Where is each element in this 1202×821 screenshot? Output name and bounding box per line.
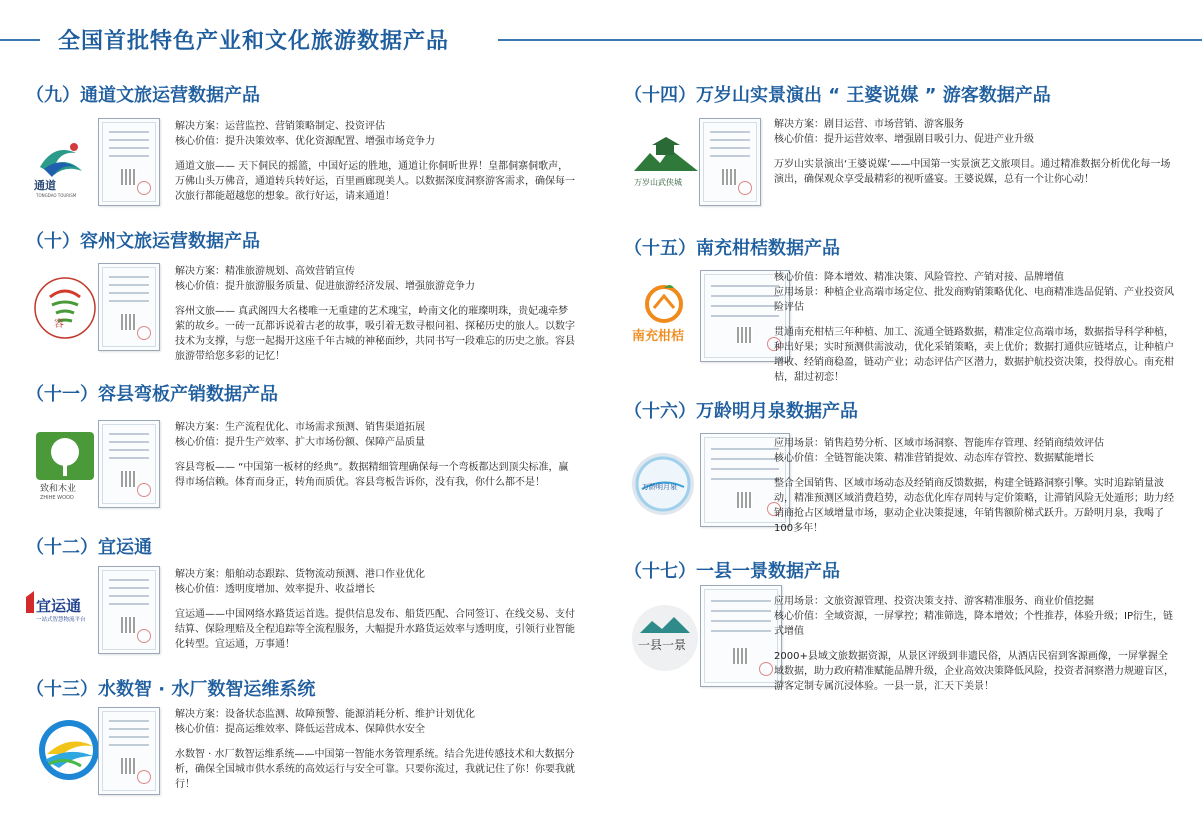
value-line: 核心价值：提升生产效率、扩大市场份额、保障产品质量 <box>175 437 425 448</box>
svg-text:容: 容 <box>54 319 64 330</box>
value-line: 核心价值：全链智能决策、精准营销提效、动态库存管控、数据赋能增长 <box>774 453 1094 464</box>
certificate-thumbnail <box>98 707 160 795</box>
wansuishan-logo <box>630 131 702 191</box>
description: 容县弯板—— “中国第一板材的经典”。数据精细管理确保每一个弯板都达到顶尖标准，赢得市场信赖。体育而身正，转角而质优。容县弯板告诉你，没有我，你什么都不是！ <box>175 462 569 488</box>
value-line: 核心价值：降本增效、精准决策、风险管控、产销对接、品牌增值 <box>774 272 1064 283</box>
section-heading: （十七）一县一景数据产品 <box>624 561 840 582</box>
yixian-yijing-logo <box>630 603 700 673</box>
scenario-line: 应用场景：种植企业高端市场定位、批发商购销策略优化、电商精准选品促销、产业投资风险评估 <box>774 287 1174 313</box>
description: 容州文旅—— 真武阁四大名楼唯一无重建的艺术瑰宝，岭南文化的璀璨明珠，贵妃魂牵梦萦的故乡。一砖一瓦都诉说着古老的故事，吸引着无数寻根问祖、探秘历史的旅人。以数字技术为支撑，与您一起揭开这座千年古城的神秘面纱，共同书写一段难忘的历史之旅。容县旅游带给您多彩的记忆！ <box>175 306 575 362</box>
section-heading: （十）容州文旅运营数据产品 <box>26 231 260 252</box>
section-text <box>175 264 575 364</box>
section-wanling-mingyuequan <box>624 397 1194 537</box>
certificate-thumbnail <box>699 118 761 206</box>
svg-text:TONGDAO TOURISM: TONGDAO TOURISM <box>36 193 77 198</box>
svg-text:通道: 通道 <box>34 179 56 192</box>
section-text <box>774 117 1174 187</box>
section-tongdao <box>26 81 586 221</box>
section-heading: （九）通道文旅运营数据产品 <box>26 85 260 106</box>
description: 通道文旅—— 天下侗民的摇篮，中国好运的胜地，通道让你侗昕世界！皇都侗寨侗歌声，万佛山头万佛音，通道转兵转好运，百里画廊现美人。以数据深度洞察游客需求，确保每一次旅行都能超越您的想象。欲行好运，请来通道！ <box>175 161 575 202</box>
certificate-thumbnail <box>98 420 160 508</box>
svg-text:ZHIHE WOOD: ZHIHE WOOD <box>40 495 74 500</box>
value-line: 核心价值：提升旅游服务质量、促进旅游经济发展、增强旅游竞争力 <box>175 281 475 292</box>
section-text <box>774 436 1174 536</box>
certificate-thumbnail <box>98 118 160 206</box>
page-title-bar <box>0 22 1202 58</box>
section-yixian-yijing <box>624 557 1194 697</box>
solution-line: 解决方案：设备状态监测、故障预警、能源消耗分析、维护计划优化 <box>175 709 475 720</box>
scenario-line: 应用场景：文旅资源管理、投资决策支持、游客精准服务、商业价值挖掘 <box>774 596 1094 607</box>
section-text <box>175 567 575 652</box>
value-line: 核心价值：全域资源，一屏掌控；精准筛选，降本增效；个性推荐，体验升级；IP衍生，链式增值 <box>774 611 1173 637</box>
tongdao-logo <box>30 129 96 199</box>
title-rule-right <box>498 39 1202 41</box>
section-text <box>175 119 575 204</box>
description: 宜运通——中国网络水路货运首选。提供信息发布、船货匹配、合同签订、在线交易、支付结算、保险理赔及全程追踪等全流程服务，大幅提升水路货运效率与透明度，引领行业智能化转型。宜运通，万事通！ <box>175 609 575 650</box>
svg-text:一县一景: 一县一景 <box>638 638 687 652</box>
description: 2000+县域文旅数据资源，从景区评级到非遗民俗，从酒店民宿到客源画像，一屏掌握全域数据，助力政府精准赋能品牌升级，企业高效决策降低风险，投资者洞察潜力规避盲区，游客定制专属沉浸体验。一县一景，汇天下美景！ <box>774 651 1174 692</box>
section-heading: （十六）万龄明月泉数据产品 <box>624 401 858 422</box>
zhihe-wood-logo <box>34 430 96 500</box>
solution-line: 解决方案：精准旅游规划、高效营销宣传 <box>175 266 355 277</box>
wanling-logo <box>630 451 696 517</box>
section-wangpo-shuomei <box>624 81 1194 211</box>
solution-line: 解决方案：运营监控、营销策略制定、投资评估 <box>175 121 385 132</box>
certificate-thumbnail <box>98 566 160 654</box>
solution-line: 解决方案：船舶动态跟踪、货物流动预测、港口作业优化 <box>175 569 425 580</box>
value-line: 核心价值：透明度增加、效率提升、收益增长 <box>175 584 375 595</box>
value-line: 核心价值：提升运营效率、增强剧目吸引力、促进产业升级 <box>774 134 1034 145</box>
section-text <box>774 270 1174 385</box>
section-heading: （十五）南充柑桔数据产品 <box>624 238 840 259</box>
section-text <box>175 707 575 792</box>
section-text <box>774 594 1174 694</box>
description: 万岁山实景演出‘王婆说媒’——中国第一实景演艺文旅项目。通过精准数据分析优化每一场演出，确保观众享受最精彩的视听盛宴。王婆说媒，总有一个让你心动！ <box>774 159 1171 185</box>
certificate-thumbnail <box>98 263 160 351</box>
page-title: 全国首批特色产业和文化旅游数据产品 <box>58 29 450 54</box>
svg-text:万岁山武侠城: 万岁山武侠城 <box>634 178 682 187</box>
section-yiyuntong <box>26 533 586 663</box>
title-rule-left <box>0 39 40 41</box>
solution-line: 解决方案：剧目运营、市场营销、游客服务 <box>774 119 964 130</box>
section-text <box>175 420 575 490</box>
nanchong-ganju-logo <box>630 282 702 346</box>
section-heading: （十四）万岁山实景演出 “ 王婆说媒 ” 游客数据产品 <box>624 85 1051 106</box>
section-shuishuzhi <box>26 675 586 815</box>
svg-text:万龄明月泉: 万龄明月泉 <box>642 483 677 491</box>
yiyuntong-logo <box>24 583 100 633</box>
description: 水数智 · 水厂数智运维系统——中国第一智能水务管理系统。结合先进传感技术和大数据分析，确保全国城市供水系统的高效运行与安全可靠。只要你流过，我就记住了你！你要我就行！ <box>175 749 575 790</box>
svg-text:致和木业: 致和木业 <box>40 484 77 494</box>
section-heading: （十二）宜运通 <box>26 537 152 558</box>
section-heading: （十一）容县弯板产销数据产品 <box>26 384 278 405</box>
section-rongxian-wanban <box>26 380 586 520</box>
svg-text:一站式智慧物流平台: 一站式智慧物流平台 <box>36 617 86 623</box>
value-line: 核心价值：提高运维效率、降低运营成本、保障供水安全 <box>175 724 425 735</box>
description: 贯通南充柑桔三年种植、加工、流通全链路数据，精准定位高端市场，数据指导科学种植，种出好果；实时预测供需波动，优化采销策略，卖上优价；数据打通供应链堵点，让种植户增收、经销商稳盈，链动产业；动态评估产区潜力，数据护航投资决策，投得放心。南充柑桔，甜过初恋！ <box>774 327 1174 383</box>
scenario-line: 应用场景：销售趋势分析、区域市场洞察、智能库存管理、经销商绩效评估 <box>774 438 1104 449</box>
section-nanchong-ganju <box>624 234 1194 383</box>
solution-line: 解决方案：生产流程优化、市场需求预测、销售渠道拓展 <box>175 422 425 433</box>
svg-text:宜运通: 宜运通 <box>36 597 82 615</box>
shuishuzhi-logo <box>34 715 104 785</box>
description: 整合全国销售、区域市场动态及经销商反馈数据，构建全链路洞察引擎。实时追踪销量波动，精准预测区域消费趋势，动态优化库存周转与定价策略，让滞销风险无处遁形；助力经销商抢占区域增量市场，驱动企业决策提速，年销售额阶梯式跃升。万龄明月泉，我喝了100多年！ <box>774 478 1174 534</box>
section-rongzhou <box>26 227 586 377</box>
section-heading: （十三）水数智 · 水厂数智运维系统 <box>26 679 316 700</box>
svg-text:南充柑桔: 南充柑桔 <box>632 329 685 344</box>
certificate-thumbnail <box>700 585 782 687</box>
value-line: 核心价值：提升决策效率、优化资源配置、增强市场竞争力 <box>175 136 435 147</box>
rongzhou-logo <box>30 273 100 343</box>
